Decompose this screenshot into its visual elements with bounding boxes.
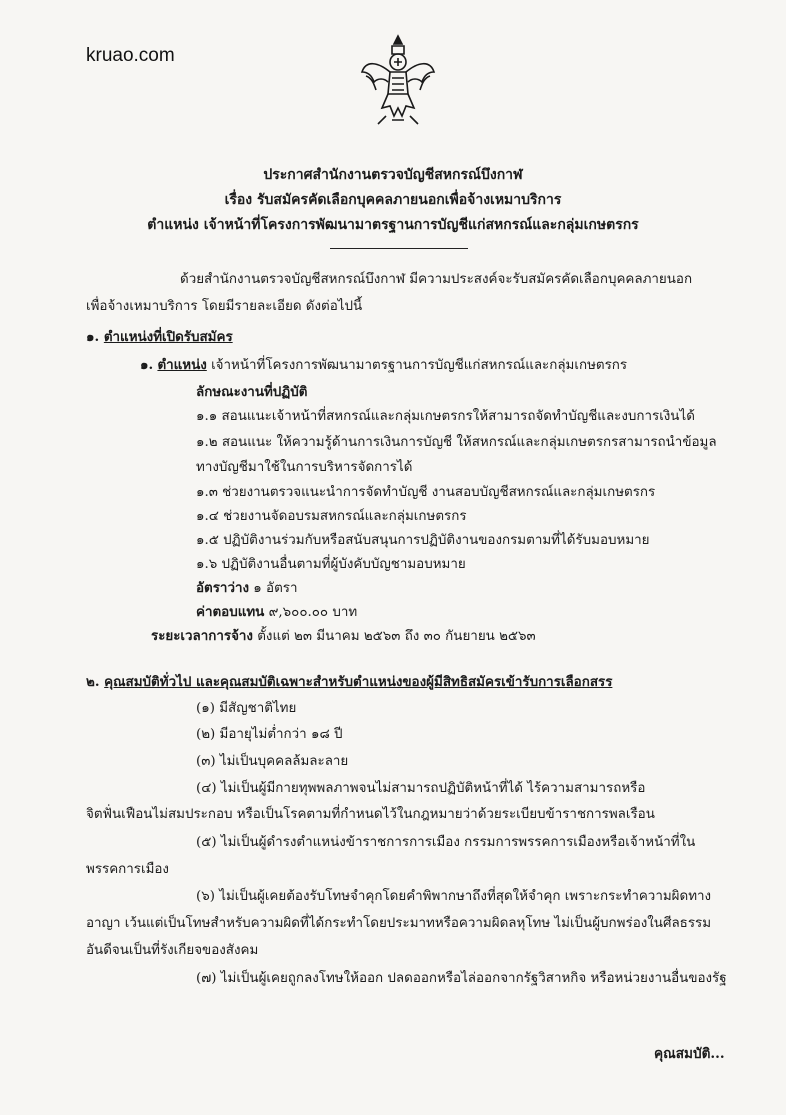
intro-line-2: เพื่อจ้างเหมาบริการ โดยมีรายละเอียด ดังต่อไปนี้: [86, 299, 363, 314]
duty-item-continued: ทางบัญชีมาใช้ในการบริหารจัดการได้: [196, 460, 413, 475]
pay-line: [196, 601, 357, 622]
section-2-title: คุณสมบัติทั่วไป และคุณสมบัติเฉพาะสำหรับตำแหน่งของผู้มีสิทธิสมัครเข้ารับการเลือกสรร: [104, 674, 613, 690]
qualification-item-continued: จิตฟั่นเฟือนไม่สมประกอบ หรือเป็นโรคตามที่กำหนดไว้ในกฎหมายว่าด้วยระเบียบข้าราชการพลเรือน: [86, 807, 655, 822]
qualification-item-continued: อันดีจนเป็นที่รังเกียจของสังคม: [86, 943, 259, 958]
duty-item: ๑.๑ สอนแนะเจ้าหน้าที่สหกรณ์และกลุ่มเกษตรกรให้สามารถจัดทำบัญชีและงบการเงินได้: [196, 409, 695, 424]
position-number: ๑.: [140, 357, 154, 373]
section-1-heading: [86, 326, 233, 347]
title-line-2: เรื่อง รับสมัครคัดเลือกบุคคลภายนอกเพื่อจ้างเหมาบริการ: [224, 192, 562, 208]
position-line: [140, 354, 627, 375]
qualification-item: (๒) มีอายุไม่ต่ำกว่า ๑๘ ปี: [196, 727, 343, 742]
title-line-1: ประกาศสำนักงานตรวจบัญชีสหกรณ์บึงกาฬ: [263, 167, 523, 183]
position-label: ตำแหน่ง: [157, 357, 207, 373]
section-1-title: ตำแหน่งที่เปิดรับสมัคร: [103, 329, 233, 345]
section-2-heading: [86, 671, 612, 692]
period-value: ตั้งแต่ ๒๓ มีนาคม ๒๕๖๓ ถึง ๓๐ กันยายน ๒๕๖๓: [257, 629, 536, 644]
section-2-number: ๒.: [86, 674, 100, 690]
qualification-item: (๗) ไม่เป็นผู้เคยถูกลงโทษให้ออก ปลดออกหรือไล่ออกจากรัฐวิสาหกิจ หรือหน่วยงานอื่นของรัฐ: [196, 971, 727, 986]
position-name: เจ้าหน้าที่โครงการพัฒนามาตรฐานการบัญชีแก่สหกรณ์และกลุ่มเกษตรกร: [211, 358, 628, 373]
qualification-item: (๖) ไม่เป็นผู้เคยต้องรับโทษจำคุกโดยคำพิพากษาถึงที่สุดให้จำคุก เพราะกระทำความผิดทาง: [196, 889, 712, 904]
pay-value: ๙,๖๐๐.๐๐ บาท: [268, 605, 358, 620]
intro-line-1: ด้วยสำนักงานตรวจบัญชีสหกรณ์บึงกาฬ มีความประสงค์จะรับสมัครคัดเลือกบุคคลภายนอก: [180, 272, 693, 287]
garuda-emblem-icon: [358, 32, 438, 128]
duty-item: ๑.๓ ช่วยงานตรวจแนะนำการจัดทำบัญชี งานสอบบัญชีสหกรณ์และกลุ่มเกษตรกร: [196, 485, 656, 500]
vacancy-line: [196, 577, 298, 598]
qualification-item-continued: พรรคการเมือง: [86, 862, 169, 877]
duties-heading: ลักษณะงานที่ปฏิบัติ: [196, 384, 308, 400]
duty-item: ๑.๔ ช่วยงานจัดอบรมสหกรณ์และกลุ่มเกษตรกร: [196, 509, 467, 524]
duty-item: ๑.๖ ปฏิบัติงานอื่นตามที่ผู้บังคับบัญชามอบหมาย: [196, 557, 466, 572]
vacancy-value: ๑ อัตรา: [253, 581, 298, 596]
qualification-item-continued: อาญา เว้นแต่เป็นโทษสำหรับความผิดที่ได้กระทำโดยประมาทหรือความผิดลหุโทษ ไม่เป็นผู้บกพร่องในศีลธรรม: [86, 916, 712, 931]
continued-marker: คุณสมบัติ...: [654, 1046, 725, 1062]
section-1-number: ๑.: [86, 329, 100, 345]
title-line-3: ตำแหน่ง เจ้าหน้าที่โครงการพัฒนามาตรฐานการบัญชีแก่สหกรณ์และกลุ่มเกษตรกร: [147, 217, 639, 233]
period-label: ระยะเวลาการจ้าง: [151, 628, 253, 644]
qualification-item: (๓) ไม่เป็นบุคคลล้มละลาย: [196, 754, 349, 769]
qualification-item: (๕) ไม่เป็นผู้ดำรงตำแหน่งข้าราชการการเมือง กรรมการพรรคการเมืองหรือเจ้าหน้าที่ใน: [196, 835, 696, 850]
watermark: kruao.com: [86, 45, 175, 66]
period-line: [151, 625, 536, 646]
qualification-item: (๑) มีสัญชาติไทย: [196, 701, 297, 716]
qualification-item: (๔) ไม่เป็นผู้มีกายทุพพลภาพจนไม่สามารถปฏิบัติหน้าที่ได้ ไร้ความสามารถหรือ: [196, 781, 646, 796]
title-divider: [330, 248, 468, 249]
vacancy-label: อัตราว่าง: [196, 580, 250, 596]
pay-label: ค่าตอบแทน: [196, 604, 265, 620]
duty-item: ๑.๒ สอนแนะ ให้ความรู้ด้านการเงินการบัญชี ให้สหกรณ์และกลุ่มเกษตรกรสามารถนำข้อมูล: [196, 435, 717, 450]
duty-item: ๑.๕ ปฏิบัติงานร่วมกับหรือสนับสนุนการปฏิบัติงานของกรมตามที่ได้รับมอบหมาย: [196, 533, 650, 548]
